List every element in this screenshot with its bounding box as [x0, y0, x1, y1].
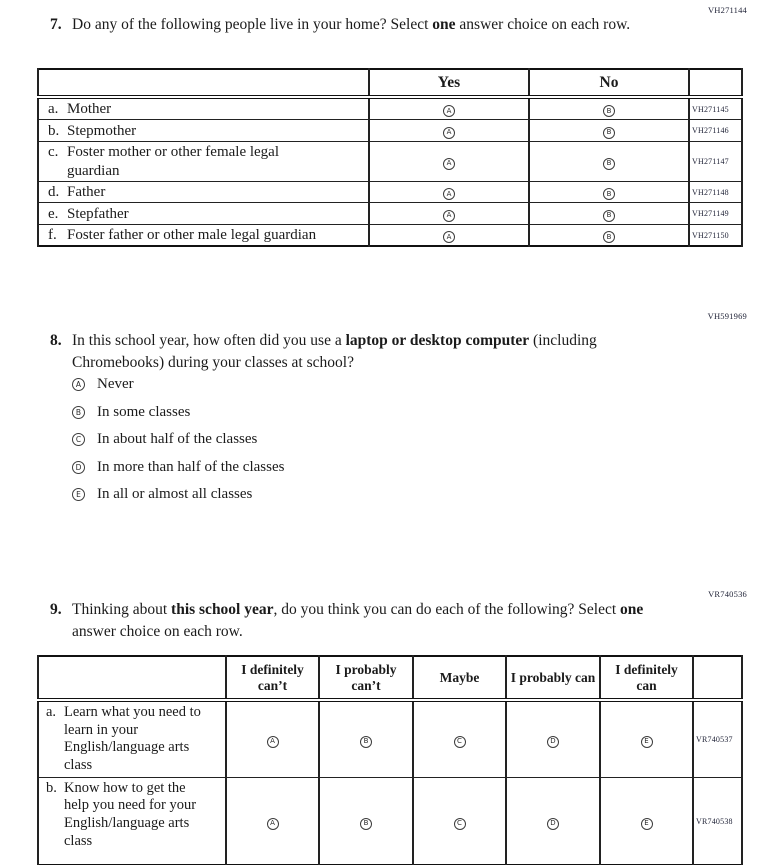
- table-row-know-how-to-get-help: [38, 777, 742, 865]
- bubble-no[interactable]: B: [603, 105, 615, 117]
- bubble-yes[interactable]: A: [443, 158, 455, 170]
- table-row-foster-father: [38, 225, 742, 247]
- q9-row1-cell-e: [600, 777, 693, 865]
- q7-row0-no-cell: [529, 97, 689, 120]
- q9-row1-cell-a: [226, 777, 319, 865]
- q7-column-header-no: No: [529, 69, 689, 97]
- row-code: VH271146: [689, 120, 742, 142]
- question8-number: 8.: [50, 332, 62, 349]
- q9-row1-cell-c: [413, 777, 506, 865]
- table-row-stepfather: [38, 203, 742, 225]
- q7-row4-yes-cell: [369, 203, 529, 225]
- bubble-no[interactable]: B: [603, 210, 615, 222]
- row-label: b. Stepmother: [38, 120, 369, 142]
- bubble-b[interactable]: B: [360, 818, 372, 830]
- table-row-father: [38, 181, 742, 202]
- table-row-foster-mother: [38, 142, 742, 182]
- option-all-or-almost-all: [72, 487, 284, 503]
- bubble-a[interactable]: A: [267, 736, 279, 748]
- q9-column-header-definitely-can: I definitely can: [600, 656, 693, 700]
- question8-text: In this school year, how often did you use a laptop or desktop computer (including Chromebooks) during your classes at school?: [72, 332, 597, 371]
- bubble-a[interactable]: A: [267, 818, 279, 830]
- bubble-a[interactable]: A: [72, 378, 85, 391]
- row-code: VH271149: [689, 203, 742, 225]
- row-label: e. Stepfather: [38, 203, 369, 225]
- q7-row5-yes-cell: [369, 225, 529, 247]
- q9-row0-cell-e: [600, 700, 693, 777]
- row-code: VH271147: [689, 142, 742, 182]
- option-more-than-half: [72, 460, 284, 476]
- q7-row3-no-cell: [529, 181, 689, 202]
- question7-code: VH271144: [707, 5, 747, 15]
- q9-column-header-probably-cant: I probably can’t: [319, 656, 413, 700]
- option-never: [72, 377, 284, 393]
- question9-answer-table: [37, 655, 743, 865]
- bubble-c[interactable]: C: [454, 818, 466, 830]
- bubble-yes[interactable]: A: [443, 188, 455, 200]
- question7-text: Do any of the following people live in your home? Select one answer choice on each row.: [72, 16, 631, 33]
- q7-row3-yes-cell: [369, 181, 529, 202]
- question7-answer-table: [37, 68, 743, 247]
- bubble-yes[interactable]: A: [443, 210, 455, 222]
- bubble-c[interactable]: C: [454, 736, 466, 748]
- row-code: VR740537: [693, 700, 742, 777]
- q9-header-row: [38, 656, 742, 700]
- question8-stem: [50, 330, 690, 374]
- q9-row0-cell-b: [319, 700, 413, 777]
- question7-number: 7.: [50, 16, 62, 33]
- option-label: In all or almost all classes: [97, 486, 253, 502]
- bubble-yes[interactable]: A: [443, 231, 455, 243]
- bubble-no[interactable]: B: [603, 158, 615, 170]
- q7-row1-no-cell: [529, 120, 689, 142]
- row-label: a. Mother: [38, 97, 369, 120]
- row-label: b. Know how to get the help you need for your English/language arts class: [38, 777, 226, 865]
- q7-row5-no-cell: [529, 225, 689, 247]
- q7-header-code-blank: [689, 69, 742, 97]
- q7-column-header-yes: Yes: [369, 69, 529, 97]
- question8-options: [72, 377, 284, 515]
- q7-row4-no-cell: [529, 203, 689, 225]
- q9-row1-cell-d: [506, 777, 600, 865]
- bubble-d[interactable]: D: [547, 736, 559, 748]
- bubble-c[interactable]: C: [72, 433, 85, 446]
- bubble-yes[interactable]: A: [443, 127, 455, 139]
- option-label: Never: [97, 376, 134, 392]
- bubble-e[interactable]: E: [641, 818, 653, 830]
- q9-row1-cell-b: [319, 777, 413, 865]
- bubble-b[interactable]: B: [360, 736, 372, 748]
- question9-code: VR740536: [708, 589, 747, 599]
- bubble-no[interactable]: B: [603, 188, 615, 200]
- table-row-learn-what-you-need: [38, 700, 742, 777]
- bubble-yes[interactable]: A: [443, 105, 455, 117]
- row-code: VH271145: [689, 97, 742, 120]
- row-label: d. Father: [38, 181, 369, 202]
- q7-row2-yes-cell: [369, 142, 529, 182]
- bubble-d[interactable]: D: [547, 818, 559, 830]
- q7-header-blank: [38, 69, 369, 97]
- question9-text: Thinking about this school year, do you think you can do each of the following? Select one answer choice on each row.: [72, 601, 644, 640]
- bubble-e[interactable]: E: [72, 488, 85, 501]
- q9-column-header-probably-can: I probably can: [506, 656, 600, 700]
- row-code: VR740538: [693, 777, 742, 865]
- row-label: a. Learn what you need to learn in your English/language arts class: [38, 700, 226, 777]
- bubble-no[interactable]: B: [603, 231, 615, 243]
- bubble-no[interactable]: B: [603, 127, 615, 139]
- question9-stem: [50, 599, 690, 643]
- bubble-d[interactable]: D: [72, 461, 85, 474]
- q7-row2-no-cell: [529, 142, 689, 182]
- q9-header-code-blank: [693, 656, 742, 700]
- option-about-half: [72, 432, 284, 448]
- q9-row0-cell-c: [413, 700, 506, 777]
- q7-row0-yes-cell: [369, 97, 529, 120]
- option-in-some-classes: [72, 405, 284, 421]
- option-label: In about half of the classes: [97, 431, 258, 447]
- bubble-e[interactable]: E: [641, 736, 653, 748]
- q7-row1-yes-cell: [369, 120, 529, 142]
- question9-number: 9.: [50, 601, 62, 618]
- row-code: VH271148: [689, 181, 742, 202]
- row-code: VH271150: [689, 225, 742, 247]
- row-label: f. Foster father or other male legal guardian: [38, 225, 369, 247]
- option-label: In more than half of the classes: [97, 458, 285, 475]
- question7-stem: [50, 14, 690, 36]
- q9-column-header-maybe: Maybe: [413, 656, 506, 700]
- q9-header-blank: [38, 656, 226, 700]
- table-row-stepmother: [38, 120, 742, 142]
- table-row-mother: [38, 97, 742, 120]
- bubble-b[interactable]: B: [72, 406, 85, 419]
- q9-row0-cell-a: [226, 700, 319, 777]
- q7-header-row: [38, 69, 742, 97]
- option-label: In some classes: [97, 403, 191, 420]
- q9-column-header-definitely-cant: I definitely can’t: [226, 656, 319, 700]
- q9-row0-cell-d: [506, 700, 600, 777]
- question8-code: VH591969: [707, 311, 747, 321]
- row-label: c. Foster mother or other female legal guardian: [38, 142, 369, 182]
